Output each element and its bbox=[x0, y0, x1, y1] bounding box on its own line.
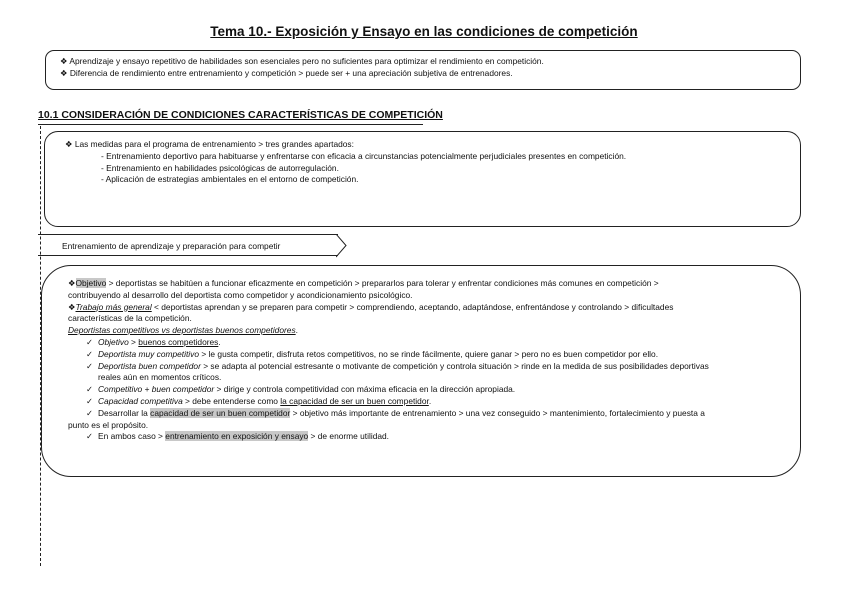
check-term: Deportista muy competitivo bbox=[98, 348, 200, 359]
check-text: > se adapta al potencial estresante o motivante de competición y controla situación > rinde en la medida de sus posibilidades deportivas bbox=[200, 360, 709, 371]
trabajo-text: < deportistas aprendan y se preparen para competir > comprendiendo, aceptando, adaptándose, enfrentándose y controlando > dificultades bbox=[151, 301, 674, 312]
check-text: > dirige y controla competitividad con máxima eficacia en la dirección apropiada. bbox=[214, 384, 516, 395]
objetivo-text: > deportistas se habitúen a funcionar eficazmente en competición > prepararlos para tolerar y enfrentar condiciones más comunes en competición > bbox=[106, 278, 659, 288]
check-icon: ✓ bbox=[86, 360, 94, 371]
bullet-diamond-icon: ❖ bbox=[60, 67, 68, 78]
check-text: > objetivo más importante de entrenamiento > una vez conseguido > mantenimiento, fortalecimiento y puesta a bbox=[290, 407, 705, 418]
intro-line bbox=[60, 68, 786, 80]
check-icon: ✓ bbox=[86, 348, 94, 359]
check-continuation: reales aún en momentos críticos. bbox=[98, 372, 222, 383]
check-item bbox=[68, 384, 780, 396]
measures-lead-text: Las medidas para el programa de entrenamiento > tres grandes apartados: bbox=[74, 139, 354, 149]
check-item bbox=[68, 361, 780, 373]
check-text: En ambos caso > bbox=[98, 431, 166, 442]
intro-text: Diferencia de rendimiento entre entrenamiento y competición > puede ser + una apreciación subjetiva de entrenadores. bbox=[69, 67, 513, 78]
check-highlight: capacidad de ser un buen competidor bbox=[150, 407, 291, 418]
objetivo-line bbox=[68, 278, 780, 290]
check-term: Objetivo bbox=[98, 336, 129, 347]
objetivo-highlight: Objetivo bbox=[75, 278, 107, 288]
check-text: > bbox=[128, 336, 139, 347]
section-divider bbox=[38, 124, 423, 125]
bullet-diamond-icon: ❖ bbox=[60, 56, 68, 66]
intro-line bbox=[60, 56, 786, 68]
measures-lead bbox=[65, 139, 780, 151]
trabajo-line bbox=[68, 302, 780, 314]
check-link-text: buenos competidores bbox=[138, 336, 219, 347]
check-highlight: entrenamiento en exposición y ensayo bbox=[165, 431, 309, 442]
check-text: > debe entenderse como bbox=[182, 395, 281, 406]
intro-text: Aprendizaje y ensayo repetitivo de habilidades son esenciales pero no suficientes para optimizar el rendimiento en competición. bbox=[69, 56, 544, 66]
training-box bbox=[41, 265, 801, 477]
objetivo-continuation: contribuyendo al desarrollo del deportista como competidor y acondicionamiento psicológico. bbox=[68, 289, 413, 300]
check-term: Competitivo + buen competidor bbox=[98, 384, 215, 395]
bullet-diamond-icon: ❖ bbox=[68, 301, 76, 312]
check-text: Desarrollar la bbox=[98, 407, 151, 418]
bullet-diamond-icon: ❖ bbox=[65, 139, 73, 149]
comparison-heading-end: . bbox=[295, 325, 298, 336]
check-term: Capacidad competitiva bbox=[98, 395, 183, 406]
check-text-end: . bbox=[428, 395, 432, 406]
trabajo-term: Trabajo más general bbox=[75, 301, 152, 312]
check-icon: ✓ bbox=[86, 395, 94, 406]
check-link-text: la capacidad de ser un buen competidor bbox=[280, 395, 429, 406]
intro-box bbox=[45, 50, 801, 90]
measures-item: - Aplicación de estrategias ambientales en el entorno de competición. bbox=[101, 174, 359, 185]
section-title: 10.1 CONSIDERACIÓN DE CONDICIONES CARACTERÍSTICAS DE COMPETICIÓN bbox=[38, 109, 443, 121]
page-title: Tema 10.- Exposición y Ensayo en las condiciones de competición bbox=[210, 24, 638, 39]
check-item bbox=[68, 349, 780, 361]
check-item bbox=[68, 408, 780, 420]
check-icon: ✓ bbox=[86, 336, 94, 347]
measures-box bbox=[44, 131, 801, 227]
section-tab-label: Entrenamiento de aprendizaje y preparación para competir bbox=[38, 234, 338, 256]
trabajo-continuation: características de la competición. bbox=[68, 313, 192, 324]
comparison-heading bbox=[68, 325, 780, 337]
comparison-heading-text: Deportistas competitivos vs deportistas buenos competidores bbox=[68, 325, 296, 336]
tab-arrow-icon bbox=[336, 234, 352, 258]
check-icon: ✓ bbox=[86, 431, 94, 442]
measures-item: - Entrenamiento en habilidades psicológicas de autorregulación. bbox=[101, 162, 339, 173]
check-text: > le gusta competir, disfruta retos competitivos, no se rinde fácilmente, quiere ganar > pero no es buen competidor por ello. bbox=[199, 348, 659, 359]
check-continuation: punto es el propósito. bbox=[68, 419, 149, 430]
check-item bbox=[68, 396, 780, 408]
check-text-end: . bbox=[218, 336, 221, 347]
check-item bbox=[68, 337, 780, 349]
check-term: Deportista buen competidor bbox=[98, 360, 201, 371]
measures-item: - Entrenamiento deportivo para habituarse y enfrentarse con eficacia a circunstancias potencialmente perjudiciales presentes en competición. bbox=[101, 150, 627, 161]
check-icon: ✓ bbox=[86, 384, 94, 395]
bullet-diamond-icon: ❖ bbox=[68, 278, 76, 288]
check-icon: ✓ bbox=[86, 407, 94, 418]
check-item bbox=[68, 431, 780, 443]
check-text: > de enorme utilidad. bbox=[308, 431, 389, 442]
